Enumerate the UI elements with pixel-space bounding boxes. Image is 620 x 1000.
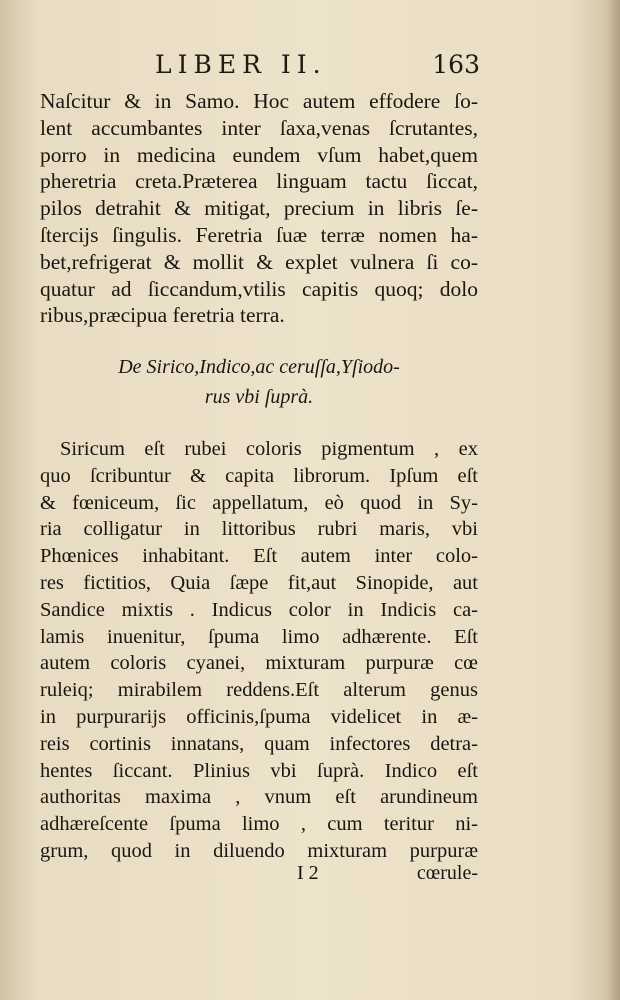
text-line: ribus,præcipua feretria terra. — [40, 303, 285, 328]
paragraph-2 — [40, 436, 478, 865]
signature-mark: I 2 — [297, 862, 319, 884]
text-line: Sandice mixtis . Indicus color in Indicis ca- — [40, 598, 478, 621]
text-line: in purpurarijs officinis,ſpuma videlicet in æ- — [40, 705, 478, 728]
page-number: 163 — [432, 50, 480, 79]
section-heading — [40, 352, 478, 412]
text-line: Phœnices inhabitant. Eſt autem inter colo- — [40, 545, 478, 568]
text-line: bet,refrigerat & mollit & explet vulnera ſi co- — [40, 249, 478, 274]
text-line: pilos detrahit & mitigat, precium in libris ſe- — [40, 196, 478, 221]
page-footer — [40, 862, 478, 892]
text-line: Naſcitur & in Samo. Hoc autem effodere ſo- — [40, 89, 478, 113]
text-line: ruleiq; mirabilem reddens.Eſt alterum genus — [40, 679, 478, 702]
text-line: Siricum eſt rubei coloris pigmentum , ex — [60, 438, 478, 460]
running-head: LIBER II. — [155, 50, 327, 79]
text-line: grum, quod in diluendo mixturam purpuræ — [40, 839, 478, 862]
text-line: quo ſcribuntur & capita librorum. Ipſum eſt — [40, 464, 478, 487]
text-line: & fœniceum, ſic appellatum, eò quod in Sy- — [40, 491, 478, 514]
text-line: ria colligatur in littoribus rubri maris, vbi — [40, 518, 478, 541]
page-edge-shadow — [606, 0, 620, 1000]
text-line: quatur ad ſiccandum,vtilis capitis quoq; dolo — [40, 276, 478, 301]
text-line: ſtercijs ſingulis. Feretria ſuæ terræ nomen ha- — [40, 222, 478, 247]
section-heading-line: De Sirico,Indico,ac ceruſſa,Yſiodo- — [118, 356, 400, 378]
text-line: authoritas maxima , vnum eſt arundineum — [40, 786, 478, 809]
text-line: hentes ſiccant. Plinius vbi ſuprà. Indico eſt — [40, 759, 478, 782]
text-line: res fictitios, Quia ſæpe fit,aut Sinopide, aut — [40, 571, 478, 594]
text-line: reis cortinis innatans, quam infectores detra- — [40, 732, 478, 755]
text-line: porro in medicina eundem vſum habet,quem — [40, 142, 478, 167]
paragraph-1 — [40, 88, 478, 329]
page-header — [40, 50, 480, 86]
text-line: lent accumbantes inter ſaxa,venas ſcrutantes, — [40, 115, 478, 140]
text-line: pheretria creta.Præterea linguam tactu ſiccat, — [40, 169, 478, 194]
text-line: adhæreſcente ſpuma limo , cum teritur ni- — [40, 813, 478, 836]
text-line: autem coloris cyanei, mixturam purpuræ cœ — [40, 652, 478, 675]
section-heading-line: rus vbi ſuprà. — [204, 386, 314, 408]
text-line: lamis inuenitur, ſpuma limo adhærente. Eſt — [40, 625, 478, 648]
catchword: cœrule- — [416, 862, 478, 884]
